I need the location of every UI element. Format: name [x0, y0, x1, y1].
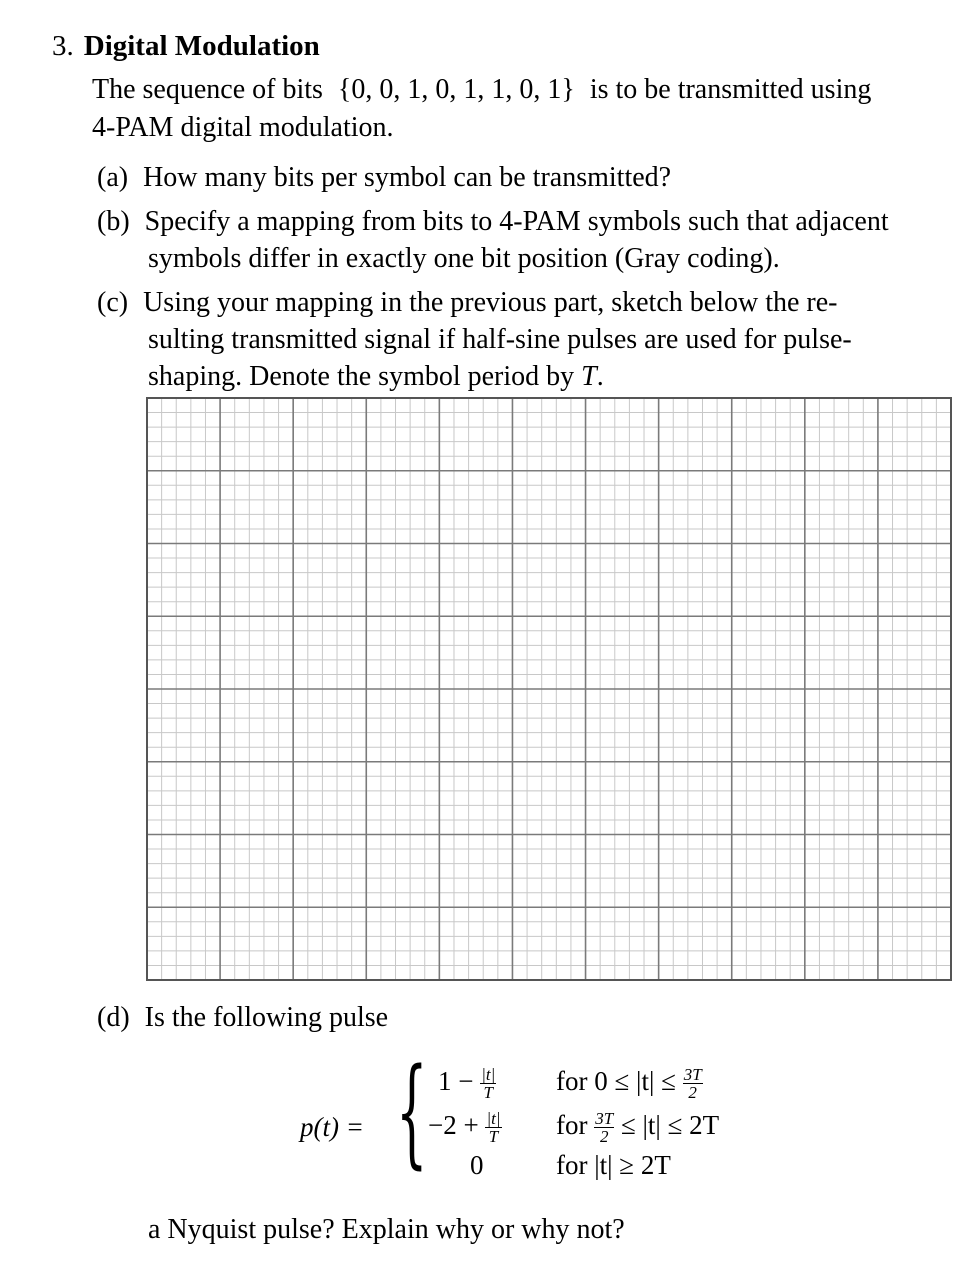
case-2-cond-text-b: ≤ |t| ≤ 2T [620, 1110, 720, 1140]
case-1-frac [480, 1066, 496, 1101]
part-b [97, 206, 889, 238]
intro-line-2: 4-PAM digital modulation. [92, 112, 394, 143]
pulse-lhs-text: p(t) = [300, 1112, 364, 1142]
part-b-line2: symbols differ in exactly one bit position (Gray coding). [148, 243, 780, 274]
part-b-line1: Specify a mapping from bits to 4-PAM symbols such that adjacent [144, 206, 889, 237]
case-1-cond-frac-den: 2 [688, 1083, 697, 1103]
part-a-label: (a) [97, 162, 129, 193]
part-c-line3-end: . [596, 361, 604, 392]
case-2-cond-frac-num: 3T [595, 1109, 614, 1129]
case-2-frac [485, 1110, 501, 1145]
graph-paper[interactable] [146, 397, 952, 981]
case-1-cond-text: for 0 ≤ |t| ≤ [556, 1066, 676, 1096]
case-2-frac-den: T [488, 1127, 499, 1147]
part-d [97, 1002, 388, 1034]
part-c-line2: sulting transmitted signal if half-sine pulses are used for pulse- [148, 324, 852, 355]
case-1-expr-text: 1 − [438, 1066, 474, 1096]
problem-number: 3. [52, 30, 74, 62]
left-brace: { [396, 1042, 428, 1180]
case-1-cond-frac [683, 1066, 703, 1101]
case-3-cond: for |t| ≥ 2T [556, 1150, 671, 1180]
intro-text-b: is to be transmitted using [589, 74, 872, 105]
case-3-expr: 0 [470, 1150, 484, 1180]
intro-text-a: The sequence of bits [92, 74, 323, 105]
part-a-text: How many bits per symbol can be transmitted? [143, 162, 672, 193]
case-2-cond [556, 1110, 719, 1145]
part-d-label: (d) [97, 1002, 130, 1033]
case-1-frac-den: T [483, 1083, 493, 1103]
part-c-line3 [148, 361, 604, 393]
case-2-frac-num: |t| [486, 1109, 501, 1129]
symbol-period-var: T [581, 361, 597, 392]
part-c-label: (c) [97, 287, 129, 318]
part-d-text: Is the following pulse [144, 1002, 389, 1033]
intro-line-1 [92, 74, 871, 106]
pulse-lhs [300, 1112, 364, 1143]
case-2-expr [428, 1110, 502, 1145]
part-d-conclusion: a Nyquist pulse? Explain why or why not? [148, 1214, 625, 1245]
part-a [97, 162, 671, 194]
problem-heading [52, 30, 320, 63]
case-2-cond-frac [594, 1110, 614, 1145]
case-2-cond-text: for [556, 1110, 588, 1140]
bit-sequence: {0, 0, 1, 0, 1, 1, 0, 1} [337, 74, 575, 105]
problem-title: Digital Modulation [83, 30, 320, 62]
case-1-expr [438, 1066, 496, 1101]
case-2-cond-frac-den: 2 [599, 1127, 609, 1147]
part-b-label: (b) [97, 206, 130, 237]
graph-paper-grid[interactable] [146, 397, 952, 981]
part-c [97, 287, 837, 319]
case-1-frac-num: |t| [481, 1065, 496, 1085]
case-1-cond-frac-num: 3T [683, 1065, 702, 1085]
case-1-cond [556, 1066, 703, 1101]
part-c-line3-text: shaping. Denote the symbol period by [148, 361, 575, 392]
case-2-expr-text: −2 + [428, 1110, 479, 1140]
part-c-line1: Using your mapping in the previous part, sketch below the re- [143, 287, 838, 318]
